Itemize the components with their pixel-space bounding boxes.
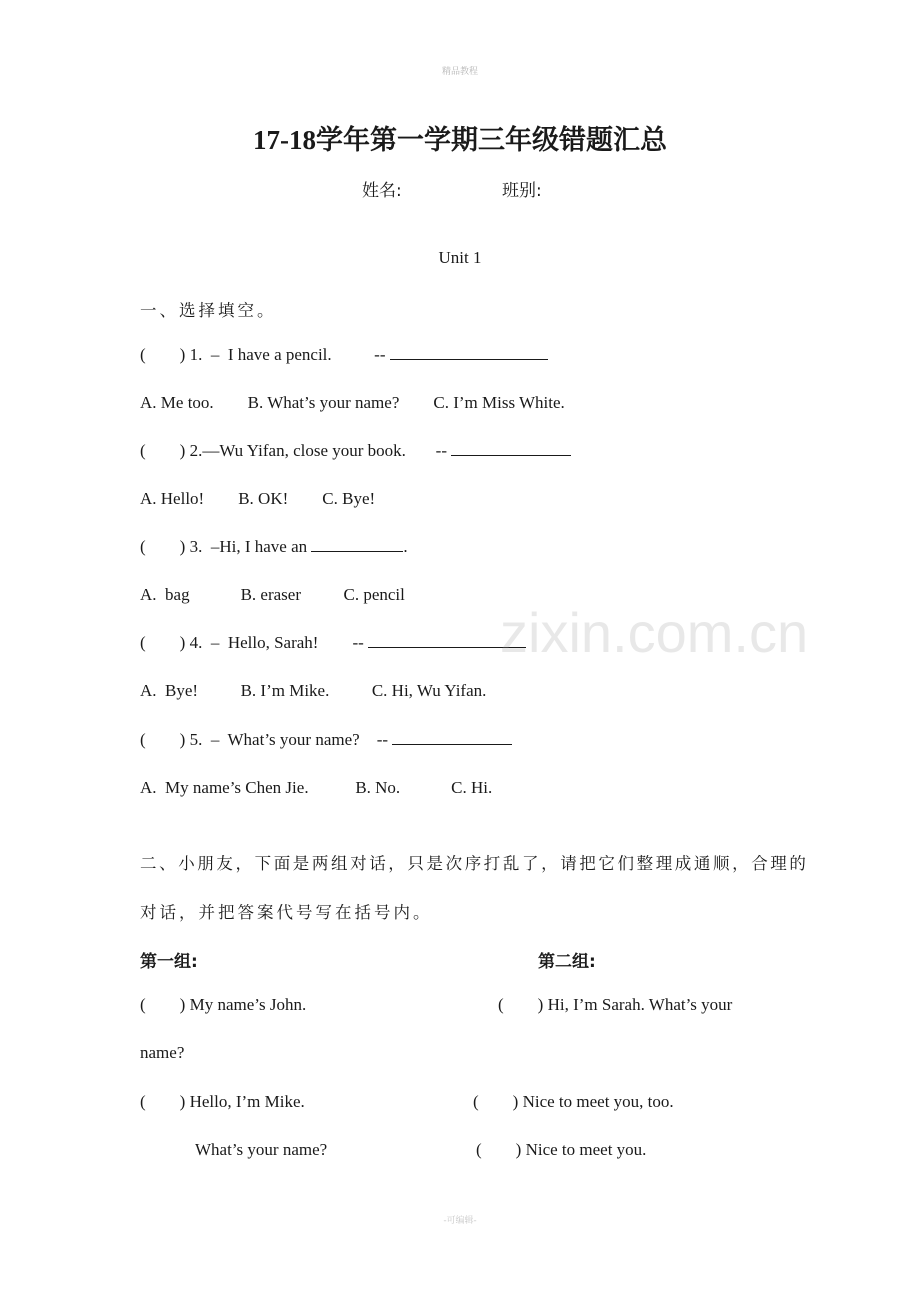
unit-heading: Unit 1 xyxy=(438,248,482,267)
question-1 xyxy=(140,345,548,365)
question-1-text: ( ) 1. – I have a pencil. -- xyxy=(140,345,390,364)
question-4 xyxy=(140,633,526,653)
question-2 xyxy=(140,441,571,461)
question-3-options: A. bag B. eraser C. pencil xyxy=(140,585,405,604)
answer-blank xyxy=(451,441,571,456)
section2-heading-line2: 对话，并把答案代号写在括号内。 xyxy=(140,903,433,922)
watermark xyxy=(500,600,808,665)
answer-blank xyxy=(390,345,548,360)
question-4-options: A. Bye! B. I’m Mike. C. Hi, Wu Yifan. xyxy=(140,681,487,700)
group2-label: 第二组: xyxy=(538,952,596,972)
question-3 xyxy=(140,537,408,557)
group2-item-3: ( ) Nice to meet you. xyxy=(476,1140,647,1159)
question-3-end: . xyxy=(403,537,408,556)
section2-heading-line1: 二、小朋友，下面是两组对话，只是次序打乱了，请把它们整理成通顺，合理的 xyxy=(140,854,809,873)
group1-item-2: ( ) Hello, I’m Mike. xyxy=(140,1092,305,1111)
question-5 xyxy=(140,730,512,750)
group2-item-1: ( ) Hi, I’m Sarah. What’s your xyxy=(498,995,733,1014)
question-4-text: ( ) 4. – Hello, Sarah! -- xyxy=(140,633,369,652)
watermark-visible: zixin.com.cn xyxy=(500,601,809,664)
group1-item-2-continued: What’s your name? xyxy=(195,1140,328,1159)
title-text: 17-18学年第一学期三年级错题汇总 xyxy=(253,125,667,155)
question-5-text: ( ) 5. – What’s your name? -- xyxy=(140,730,393,749)
page-title xyxy=(0,118,920,157)
question-2-text: ( ) 2.—Wu Yifan, close your book. -- xyxy=(140,441,452,460)
group2-item-1-continued: name? xyxy=(140,1043,185,1062)
group2-item-2: ( ) Nice to meet you, too. xyxy=(473,1092,674,1111)
answer-blank xyxy=(311,537,403,552)
answer-blank xyxy=(392,730,512,745)
name-label: 姓名: xyxy=(362,181,402,201)
question-5-options: A. My name’s Chen Jie. B. No. C. Hi. xyxy=(140,778,493,797)
group1-item-1: ( ) My name’s John. xyxy=(140,995,307,1014)
group1-label: 第一组: xyxy=(140,952,198,972)
question-3-text: ( ) 3. –Hi, I have an xyxy=(140,537,312,556)
section1-heading: 一、选择填空。 xyxy=(140,301,277,320)
question-1-options: A. Me too. B. What’s your name? C. I’m Miss White. xyxy=(140,393,565,412)
class-label: 班别: xyxy=(502,181,542,201)
page-header: 精品教程 xyxy=(441,66,478,76)
page-footer: -可编辑- xyxy=(443,1215,477,1225)
question-2-options: A. Hello! B. OK! C. Bye! xyxy=(140,489,376,508)
